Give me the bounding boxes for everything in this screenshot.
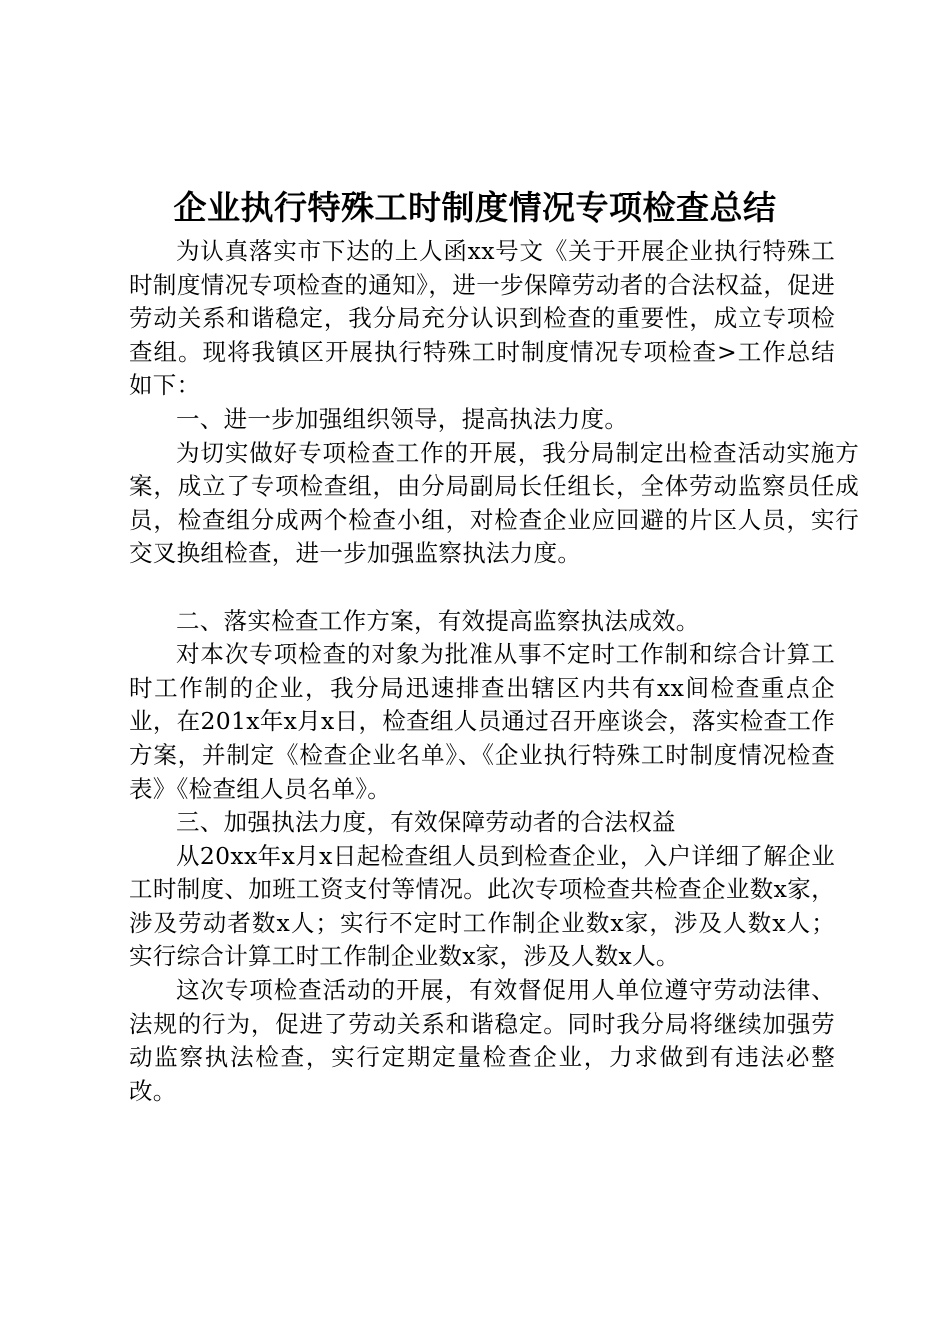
section-3-paragraph: 从20xx年x月x日起检查组人员到检查企业，入户详细了解企业工时制度、加班工资支付等情况。此次专项检查共检查企业数x家，涉及劳动者数x人；实行不定时工作制企业数x家，涉及人数x人；实行综合计算工时工作制企业数x家，涉及人数x人。 — [129, 841, 835, 971]
section-2-paragraph: 对本次专项检查的对象为批准从事不定时工作制和综合计算工时工作制的企业，我分局迅速排查出辖区内共有xx间检查重点企业，在201x年x月x日，检查组人员通过召开座谈会，落实检查工作方案，并制定《检查企业名单》、《企业执行特殊工时制度情况检查表》《检查组人员名单》。 — [129, 640, 835, 803]
section-heading-3: 三、加强执法力度，有效保障劳动者的合法权益 — [176, 808, 676, 837]
section-heading-2: 二、落实检查工作方案，有效提高监察执法成效。 — [176, 606, 700, 635]
section-heading-1: 一、进一步加强组织领导，提高执法力度。 — [176, 404, 629, 433]
document-body — [129, 235, 859, 1108]
intro-paragraph: 为认真落实市下达的上人函xx号文《关于开展企业执行特殊工时制度情况专项检查的通知》，进一步保障劳动者的合法权益，促进劳动关系和谐稳定，我分局充分认识到检查的重要性，成立专项检查组。现将我镇区开展执行特殊工时制度情况专项检查>工作总结如下： — [129, 237, 835, 400]
section-1-paragraph: 为切实做好专项检查工作的开展，我分局制定出检查活动实施方案，成立了专项检查组，由分局副局长任组长，全体劳动监察员任成员，检查组分成两个检查小组，对检查企业应回避的片区人员，实行交叉换组检查，进一步加强监察执法力度。 — [129, 438, 859, 568]
closing-paragraph: 这次专项检查活动的开展，有效督促用人单位遵守劳动法律、法规的行为，促进了劳动关系和谐稳定。同时我分局将继续加强劳动监察执法检查，实行定期定量检查企业，力求做到有违法必整改。 — [129, 976, 835, 1105]
paragraph-spacer — [129, 571, 835, 605]
document-title: 企业执行特殊工时制度情况专项检查总结 — [173, 188, 777, 227]
